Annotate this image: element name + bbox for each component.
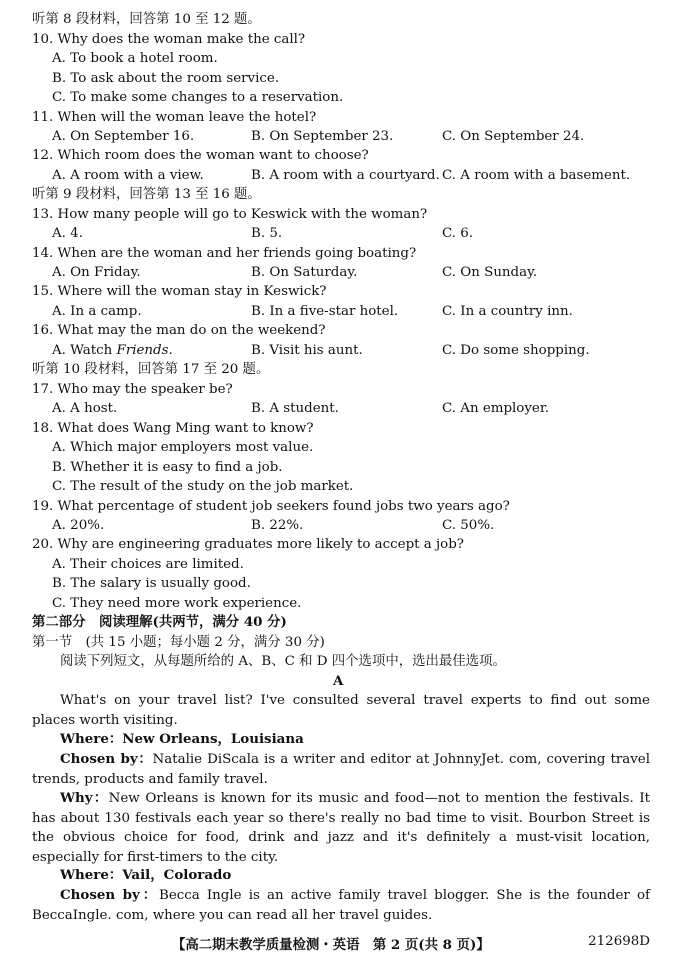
question-15: 15. Where will the woman stay in Keswick? xyxy=(32,284,327,299)
option-17a: A. A host. xyxy=(52,401,118,416)
option-14a: A. On Friday. xyxy=(52,265,141,280)
option-19a: A. 20%. xyxy=(52,518,105,533)
option-13c: C. 6. xyxy=(442,226,474,241)
exam-code: 212698D xyxy=(588,934,650,949)
option-18b: B. Whether it is easy to find a job. xyxy=(52,460,283,475)
option-13a: A. 4. xyxy=(52,226,83,241)
option-11a: A. On September 16. xyxy=(52,129,195,144)
why-1-label: Why： xyxy=(60,790,109,806)
chosen-by-1-text: Natalie DiScala is a writer and editor at JohnnyJet. com, covering travel trends, products and family travel. xyxy=(32,752,650,787)
option-11c: C. On September 24. xyxy=(442,129,585,144)
option-12a: A. A room with a view. xyxy=(52,168,204,183)
section-heading-9: 听第 9 段材料，回答第 13 至 16 题。 xyxy=(32,187,261,202)
chosen-by-2-label: Chosen by： xyxy=(60,887,159,903)
option-17c: C. An employer. xyxy=(442,401,550,416)
question-11: 11. When will the woman leave the hotel? xyxy=(32,110,317,125)
option-15c: C. In a country inn. xyxy=(442,304,573,319)
option-15a: A. In a camp. xyxy=(52,304,142,319)
option-12c: C. A room with a basement. xyxy=(442,168,631,183)
where-new-orleans: Where：New Orleans，Louisiana xyxy=(60,731,304,747)
show-title: Friends xyxy=(116,343,169,358)
section-one-heading: 第一节 (共 15 小题；每小题 2 分，满分 30 分) xyxy=(32,635,325,650)
option-10b: B. To ask about the room service. xyxy=(52,71,280,86)
option-17b: B. A student. xyxy=(251,401,339,416)
option-10a: A. To book a hotel room. xyxy=(52,51,218,66)
option-19b: B. 22%. xyxy=(251,518,304,533)
option-11b: B. On September 23. xyxy=(251,129,394,144)
option-20c: C. They need more work experience. xyxy=(52,596,302,611)
chosen-by-2 xyxy=(32,886,650,925)
option-13b: B. 5. xyxy=(251,226,283,241)
section-heading-8: 听第 8 段材料，回答第 10 至 12 题。 xyxy=(32,12,261,27)
option-16b: B. Visit his aunt. xyxy=(251,343,363,358)
section-heading-10: 听第 10 段材料，回答第 17 至 20 题。 xyxy=(32,362,270,377)
option-16a-suffix: . xyxy=(168,343,173,358)
question-16: 16. What may the man do on the weekend? xyxy=(32,323,326,338)
passage-intro-text: What's on your travel list? I've consulted several travel experts to find out some places worth visiting. xyxy=(32,693,650,728)
question-13: 13. How many people will go to Keswick with the woman? xyxy=(32,207,428,222)
option-18c: C. The result of the study on the job market. xyxy=(52,479,354,494)
option-16c: C. Do some shopping. xyxy=(442,343,590,358)
question-20: 20. Why are engineering graduates more likely to accept a job? xyxy=(32,537,464,552)
option-18a: A. Which major employers most value. xyxy=(52,440,314,455)
option-14c: C. On Sunday. xyxy=(442,265,538,280)
page-footer: 【高二期末教学质量检测・英语 第 2 页(共 8 页)】 xyxy=(172,937,490,953)
question-18: 18. What does Wang Ming want to know? xyxy=(32,421,314,436)
question-17: 17. Who may the speaker be? xyxy=(32,382,233,397)
part-two-heading: 第二部分 阅读理解(共两节，满分 40 分) xyxy=(32,614,287,630)
chosen-by-2-text: Becca Ingle is an active family travel blogger. She is the founder of BeccaIngle. com, where you can read all her travel guides. xyxy=(32,888,650,923)
passage-letter: A xyxy=(333,673,344,689)
option-14b: B. On Saturday. xyxy=(251,265,358,280)
why-1-text: New Orleans is known for its music and food—not to mention the festivals. It has about 130 festivals each year so there's really no bad time to visit. Bourbon Street is the obvious choice for food, drink and jazz and it's definitely a must-visit location, especially for first-timers to the city. xyxy=(32,791,650,865)
question-12: 12. Which room does the woman want to choose? xyxy=(32,148,369,163)
where-vail: Where：Vail，Colorado xyxy=(60,867,232,883)
chosen-by-1 xyxy=(32,750,650,789)
option-15b: B. In a five-star hotel. xyxy=(251,304,399,319)
why-new-orleans xyxy=(32,789,650,867)
option-19c: C. 50%. xyxy=(442,518,495,533)
option-16a xyxy=(52,341,173,361)
option-12b: B. A room with a courtyard. xyxy=(251,168,440,183)
option-20a: A. Their choices are limited. xyxy=(52,557,244,572)
question-19: 19. What percentage of student job seekers found jobs two years ago? xyxy=(32,499,510,514)
reading-instructions: 阅读下列短文，从每题所给的 A、B、C 和 D 四个选项中，选出最佳选项。 xyxy=(60,654,506,669)
option-16a-prefix: A. Watch xyxy=(52,343,117,358)
chosen-by-1-label: Chosen by： xyxy=(60,751,153,767)
question-10: 10. Why does the woman make the call? xyxy=(32,32,306,47)
option-20b: B. The salary is usually good. xyxy=(52,576,251,591)
option-10c: C. To make some changes to a reservation. xyxy=(52,90,344,105)
question-14: 14. When are the woman and her friends going boating? xyxy=(32,246,417,261)
passage-intro xyxy=(32,691,650,730)
